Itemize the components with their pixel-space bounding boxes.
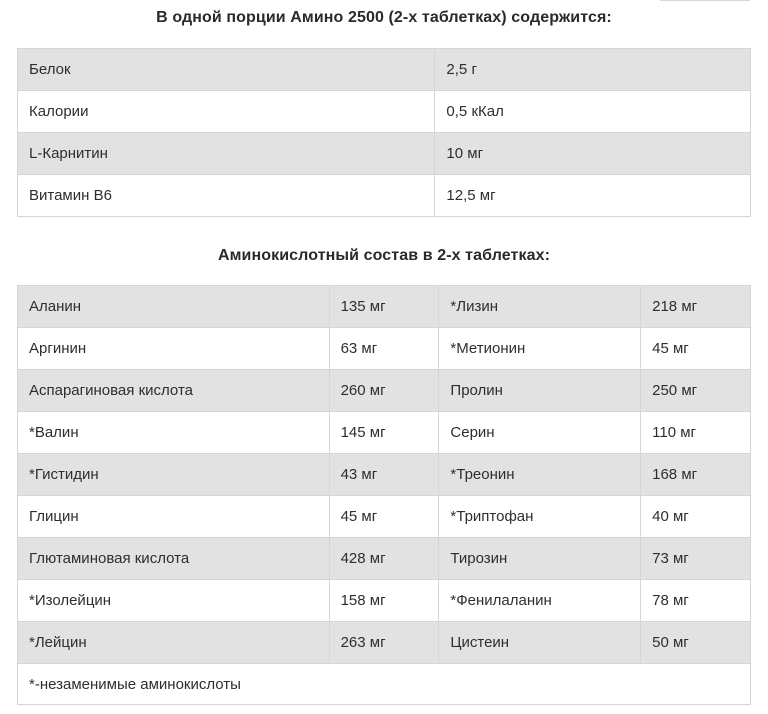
nutrient-value: 10 мг — [435, 133, 751, 175]
table-row — [18, 49, 751, 91]
serving-table — [17, 48, 751, 217]
amino-name: *Лизин — [439, 286, 641, 328]
footnote: *-незаменимые аминокислоты — [18, 664, 751, 705]
amino-name: Серин — [439, 412, 641, 454]
table-row — [18, 538, 751, 580]
amino-name: *Гистидин — [18, 454, 330, 496]
top-divider — [660, 0, 750, 1]
amino-value: 45 мг — [329, 496, 439, 538]
amino-name: Глицин — [18, 496, 330, 538]
table-row — [18, 175, 751, 217]
amino-value: 250 мг — [641, 370, 751, 412]
amino-value: 50 мг — [641, 622, 751, 664]
amino-value: 158 мг — [329, 580, 439, 622]
nutrient-name: Белок — [18, 49, 435, 91]
amino-name: Тирозин — [439, 538, 641, 580]
amino-value: 73 мг — [641, 538, 751, 580]
nutrient-value: 0,5 кКал — [435, 91, 751, 133]
amino-value: 260 мг — [329, 370, 439, 412]
amino-name: *Валин — [18, 412, 330, 454]
amino-value: 428 мг — [329, 538, 439, 580]
amino-name: *Метионин — [439, 328, 641, 370]
amino-heading: Аминокислотный состав в 2-х таблетках: — [217, 247, 551, 264]
amino-name: Аланин — [18, 286, 330, 328]
serving-heading: В одной порции Амино 2500 (2-х таблетках) содержится: — [156, 9, 612, 26]
amino-value: 45 мг — [641, 328, 751, 370]
amino-name: Аргинин — [18, 328, 330, 370]
amino-value: 40 мг — [641, 496, 751, 538]
table-row — [18, 91, 751, 133]
amino-name: *Лейцин — [18, 622, 330, 664]
table-row — [18, 454, 751, 496]
amino-name: Глютаминовая кислота — [18, 538, 330, 580]
amino-name: Пролин — [439, 370, 641, 412]
amino-value: 218 мг — [641, 286, 751, 328]
table-row — [18, 328, 751, 370]
amino-name: *Триптофан — [439, 496, 641, 538]
amino-name: *Изолейцин — [18, 580, 330, 622]
amino-value: 263 мг — [329, 622, 439, 664]
nutrient-value: 2,5 г — [435, 49, 751, 91]
amino-value: 135 мг — [329, 286, 439, 328]
table-row — [18, 412, 751, 454]
amino-name: Аспарагиновая кислота — [18, 370, 330, 412]
amino-name: Цистеин — [439, 622, 641, 664]
nutrient-name: L-Карнитин — [18, 133, 435, 175]
table-row — [18, 133, 751, 175]
table-row — [18, 286, 751, 328]
amino-value: 63 мг — [329, 328, 439, 370]
amino-value: 43 мг — [329, 454, 439, 496]
amino-value: 110 мг — [641, 412, 751, 454]
table-row — [18, 370, 751, 412]
amino-value: 145 мг — [329, 412, 439, 454]
nutrient-value: 12,5 мг — [435, 175, 751, 217]
table-row — [18, 496, 751, 538]
amino-name: *Фенилаланин — [439, 580, 641, 622]
nutrient-name: Витамин В6 — [18, 175, 435, 217]
footnote-row — [18, 664, 751, 705]
amino-table — [17, 285, 751, 705]
amino-value: 78 мг — [641, 580, 751, 622]
nutrient-name: Калории — [18, 91, 435, 133]
table-row — [18, 622, 751, 664]
amino-name: *Треонин — [439, 454, 641, 496]
table-row — [18, 580, 751, 622]
amino-value: 168 мг — [641, 454, 751, 496]
